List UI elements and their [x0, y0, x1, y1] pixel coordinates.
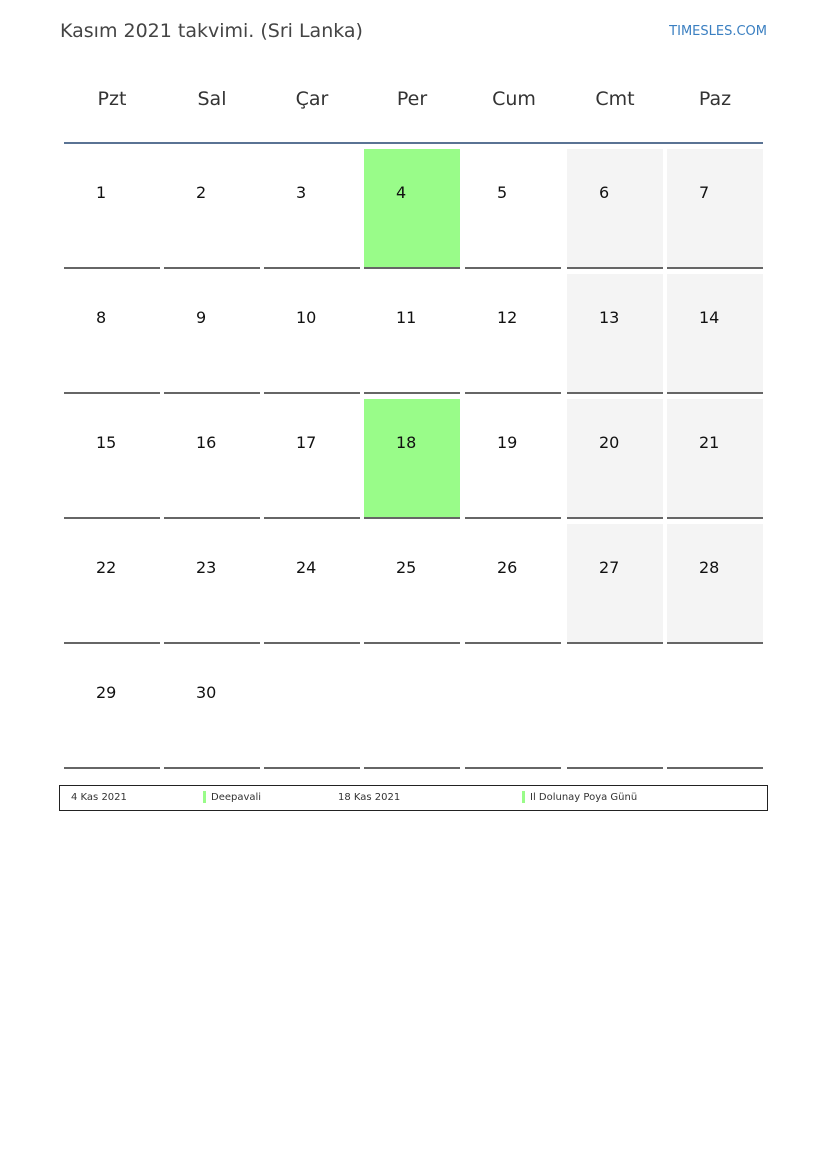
day-cell[interactable] — [164, 649, 260, 769]
day-cell-weekend[interactable] — [667, 524, 763, 644]
day-number: 10 — [296, 308, 317, 327]
day-number: 26 — [497, 558, 518, 577]
day-cell[interactable] — [465, 274, 561, 394]
day-number: 6 — [599, 183, 610, 202]
day-cell-empty — [567, 649, 663, 769]
day-number: 17 — [296, 433, 317, 452]
day-cell-empty — [465, 649, 561, 769]
day-number: 25 — [396, 558, 417, 577]
day-cell[interactable] — [64, 274, 160, 394]
day-cell[interactable] — [64, 524, 160, 644]
legend-holiday-name: Il Dolunay Poya Günü — [530, 792, 638, 803]
day-number: 5 — [497, 183, 508, 202]
day-number: 13 — [599, 308, 620, 327]
weekday-sun: Paz — [698, 88, 732, 110]
day-cell[interactable] — [364, 524, 460, 644]
day-number: 29 — [96, 683, 117, 702]
day-number: 1 — [96, 183, 107, 202]
day-number: 30 — [196, 683, 217, 702]
day-cell-empty — [264, 649, 360, 769]
day-cell[interactable] — [465, 149, 561, 269]
day-number: 15 — [96, 433, 117, 452]
day-cell-weekend[interactable] — [567, 149, 663, 269]
legend-holiday-name: Deepavali — [211, 792, 262, 803]
day-cell[interactable] — [465, 524, 561, 644]
day-cell[interactable] — [264, 399, 360, 519]
holiday-color-marker — [203, 791, 206, 803]
day-cell-empty — [667, 649, 763, 769]
day-cell-holiday[interactable] — [364, 399, 460, 519]
day-cell[interactable] — [164, 524, 260, 644]
day-number: 7 — [699, 183, 710, 202]
weekday-mon: Pzt — [97, 88, 127, 110]
day-cell[interactable] — [264, 149, 360, 269]
holiday-legend — [59, 785, 768, 811]
day-number: 8 — [96, 308, 107, 327]
day-number: 20 — [599, 433, 620, 452]
day-cell-weekend[interactable] — [667, 399, 763, 519]
day-number: 19 — [497, 433, 518, 452]
day-number: 24 — [296, 558, 317, 577]
day-cell[interactable] — [164, 399, 260, 519]
day-number: 27 — [599, 558, 620, 577]
weekday-sat: Cmt — [595, 88, 635, 110]
day-cell[interactable] — [164, 149, 260, 269]
day-cell-weekend[interactable] — [667, 149, 763, 269]
day-cell-empty — [364, 649, 460, 769]
legend-date: 18 Kas 2021 — [338, 792, 401, 803]
brand-link[interactable]: TIMESLES.COM — [669, 24, 767, 39]
weekday-header-row — [64, 88, 764, 120]
day-cell-weekend[interactable] — [667, 274, 763, 394]
weekday-tue: Sal — [197, 88, 227, 110]
day-number: 16 — [196, 433, 217, 452]
legend-date: 4 Kas 2021 — [71, 792, 127, 803]
weekday-thu: Per — [396, 88, 428, 110]
day-number: 21 — [699, 433, 720, 452]
day-number: 3 — [296, 183, 307, 202]
page-title: Kasım 2021 takvimi. (Sri Lanka) — [60, 20, 363, 42]
day-number: 23 — [196, 558, 217, 577]
day-cell[interactable] — [64, 649, 160, 769]
day-cell[interactable] — [264, 524, 360, 644]
day-cell[interactable] — [64, 399, 160, 519]
day-cell[interactable] — [364, 274, 460, 394]
weekday-wed: Çar — [295, 88, 329, 110]
header-divider — [64, 142, 763, 144]
day-number: 12 — [497, 308, 518, 327]
weekday-fri: Cum — [492, 88, 536, 110]
day-number: 18 — [396, 433, 417, 452]
day-number: 22 — [96, 558, 117, 577]
day-cell[interactable] — [164, 274, 260, 394]
day-cell[interactable] — [64, 149, 160, 269]
day-cell-holiday[interactable] — [364, 149, 460, 269]
day-cell-weekend[interactable] — [567, 274, 663, 394]
holiday-color-marker — [522, 791, 525, 803]
day-cell-weekend[interactable] — [567, 399, 663, 519]
day-number: 14 — [699, 308, 720, 327]
day-number: 9 — [196, 308, 207, 327]
day-number: 4 — [396, 183, 407, 202]
day-number: 28 — [699, 558, 720, 577]
day-cell[interactable] — [264, 274, 360, 394]
day-number: 11 — [396, 308, 417, 327]
day-number: 2 — [196, 183, 207, 202]
day-cell[interactable] — [465, 399, 561, 519]
day-cell-weekend[interactable] — [567, 524, 663, 644]
